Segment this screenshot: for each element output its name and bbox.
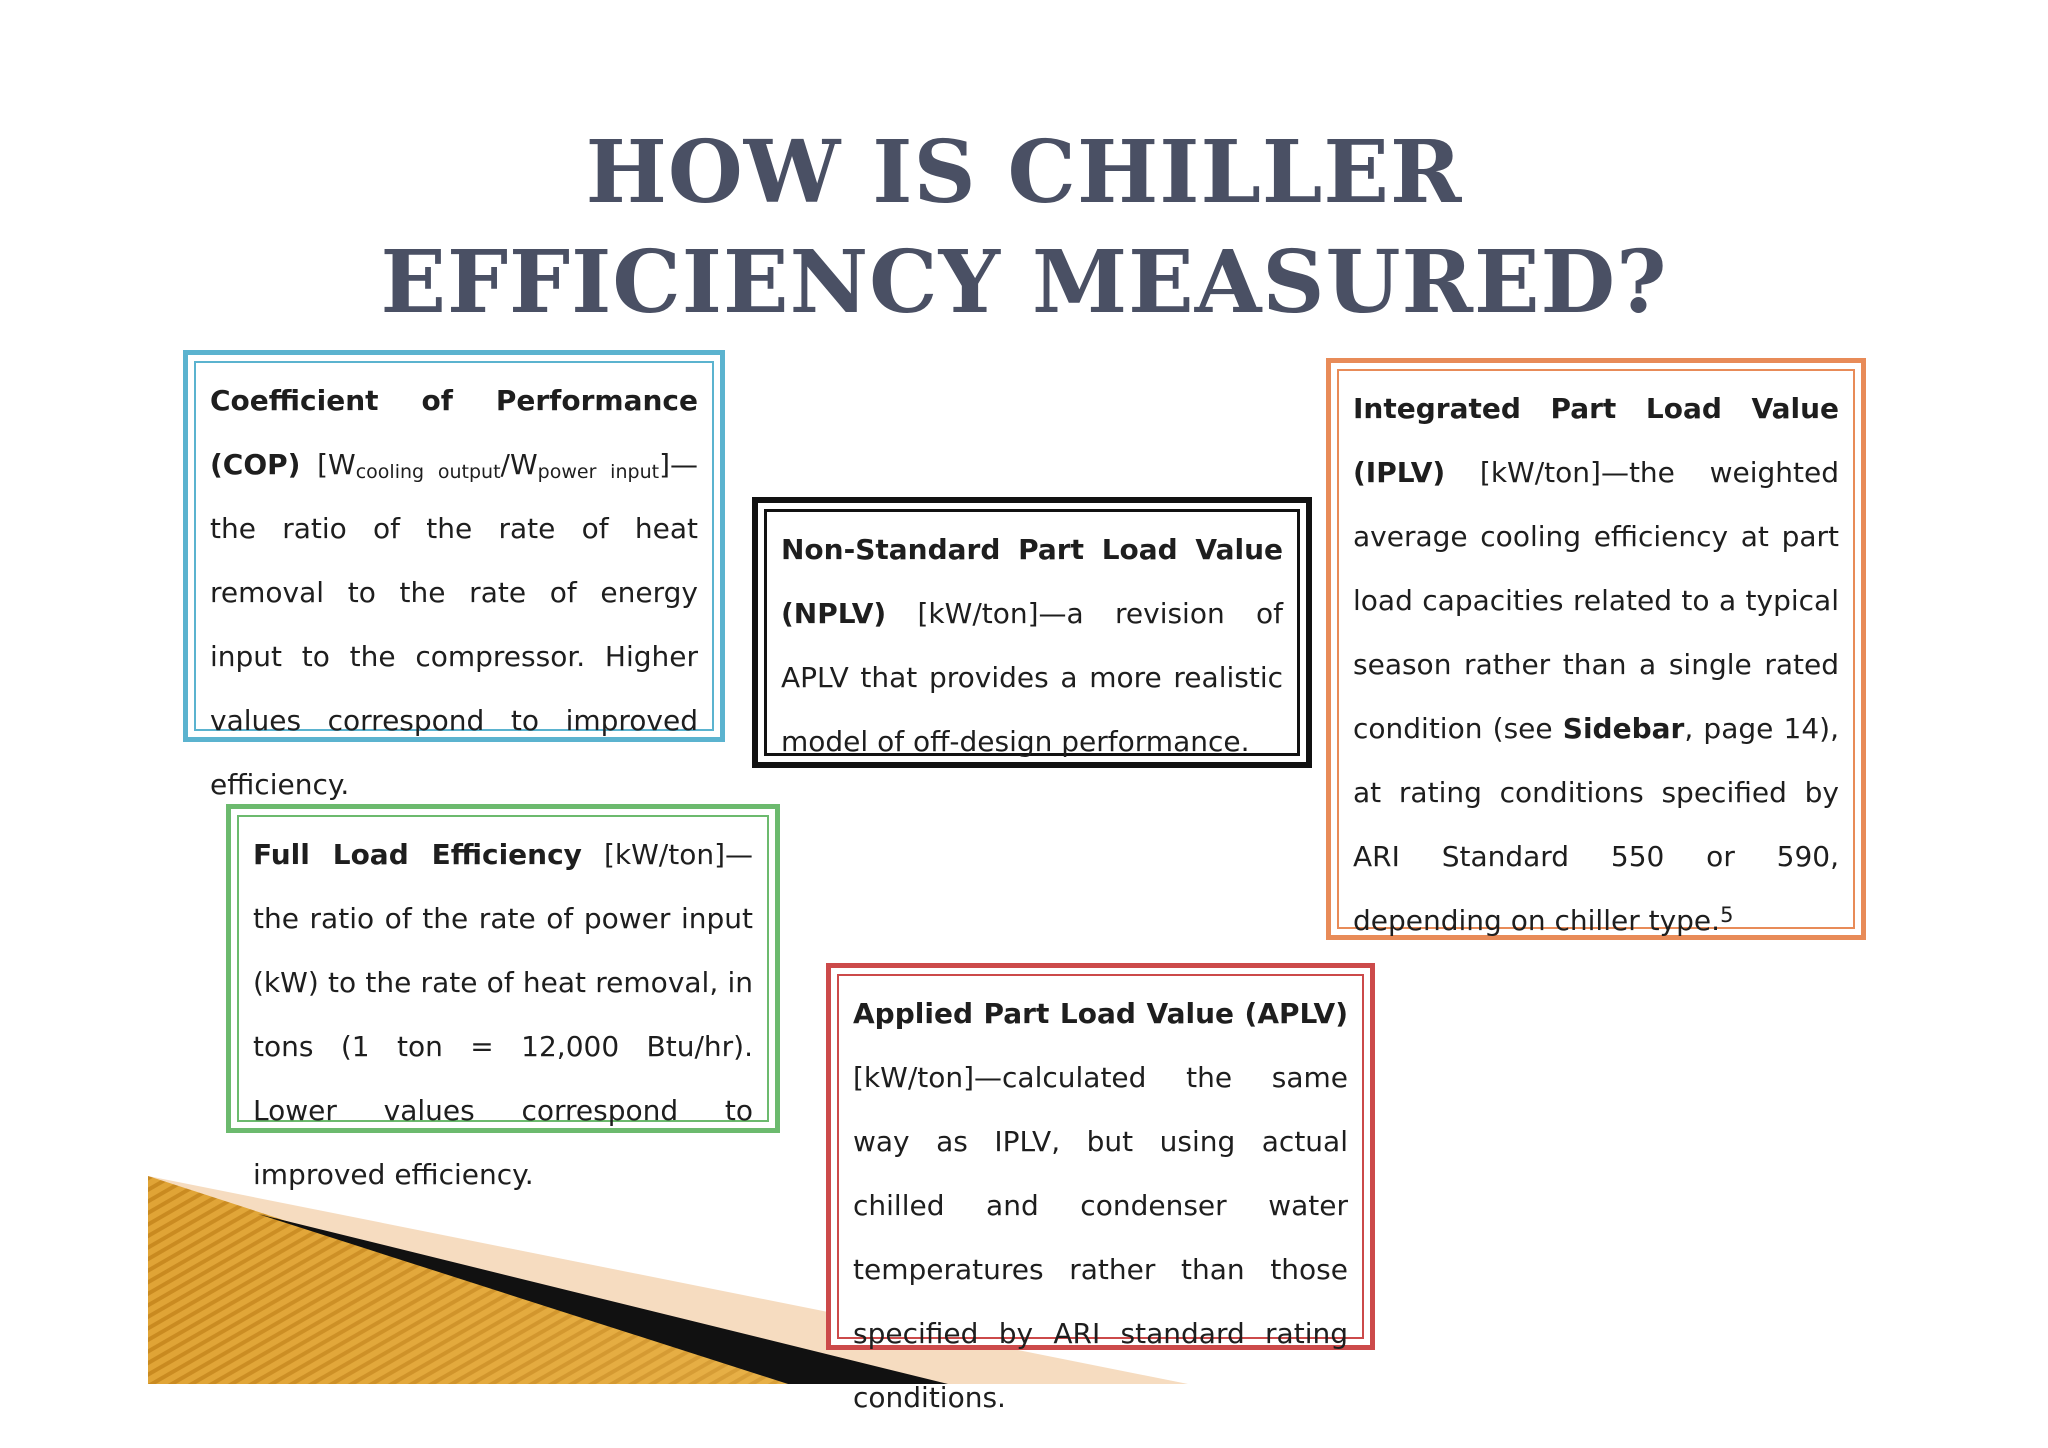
cop-formula-slash: /W [500, 448, 538, 481]
nplv-term: Non-Standard Part Load Value (NPLV) [781, 533, 1283, 630]
aplv-term: Applied Part Load Value (APLV) [853, 997, 1348, 1030]
cop-formula-sub-power: power input [537, 461, 660, 483]
cop-description: ]—the ratio of the rate of heat removal to the rate of energy input to the compressor. Higher values correspond to improved efficiency. [210, 448, 698, 801]
aplv-card-text [837, 974, 1364, 1414]
iplv-description-part2: , page 14), at rating conditions specified by ARI Standard 550 or 590, depending on chiller type. [1353, 712, 1839, 937]
nplv-description: [kW/ton]—a revision of APLV that provides a more realistic model of off-design performance. [781, 597, 1283, 758]
iplv-sidebar-ref: Sidebar [1562, 712, 1685, 745]
iplv-description-part1: [kW/ton]—the weighted average cooling efficiency at part load capacities related to a typical season rather than a single rated condition (see [1353, 456, 1839, 745]
cop-card [183, 350, 725, 801]
slide-title [0, 118, 2048, 338]
cop-formula-open: [W [317, 448, 356, 481]
full-load-term: Full Load Efficiency [253, 838, 582, 871]
title-line-2: EFFICIENCY MEASURED? [380, 232, 1668, 333]
nplv-card [752, 497, 1312, 768]
cop-formula-sub-cooling: cooling output [355, 461, 501, 483]
aplv-description: [kW/ton]—calculated the same way as IPLV, but using actual chilled and condenser water temperatures rather than those specified by ARI standard rating conditions. [853, 1061, 1348, 1414]
aplv-card [826, 963, 1375, 1414]
iplv-footnote: 5 [1720, 903, 1734, 927]
nplv-card-text [764, 509, 1300, 756]
iplv-card-text [1337, 369, 1855, 937]
full-load-card-text [237, 815, 769, 1191]
iplv-card [1326, 358, 1866, 940]
cop-term: Coefficient of Performance (COP) [210, 384, 698, 481]
iplv-term: Integrated Part Load Value (IPLV) [1353, 392, 1839, 489]
full-load-card [226, 804, 780, 1191]
title-line-1: HOW IS CHILLER [585, 122, 1463, 223]
cop-card-text [194, 361, 714, 801]
full-load-description: [kW/ton]—the ratio of the rate of power input (kW) to the rate of heat removal, in tons (1 ton = 12,000 Btu/hr). Lower values correspond to improved efficiency. [253, 838, 753, 1191]
